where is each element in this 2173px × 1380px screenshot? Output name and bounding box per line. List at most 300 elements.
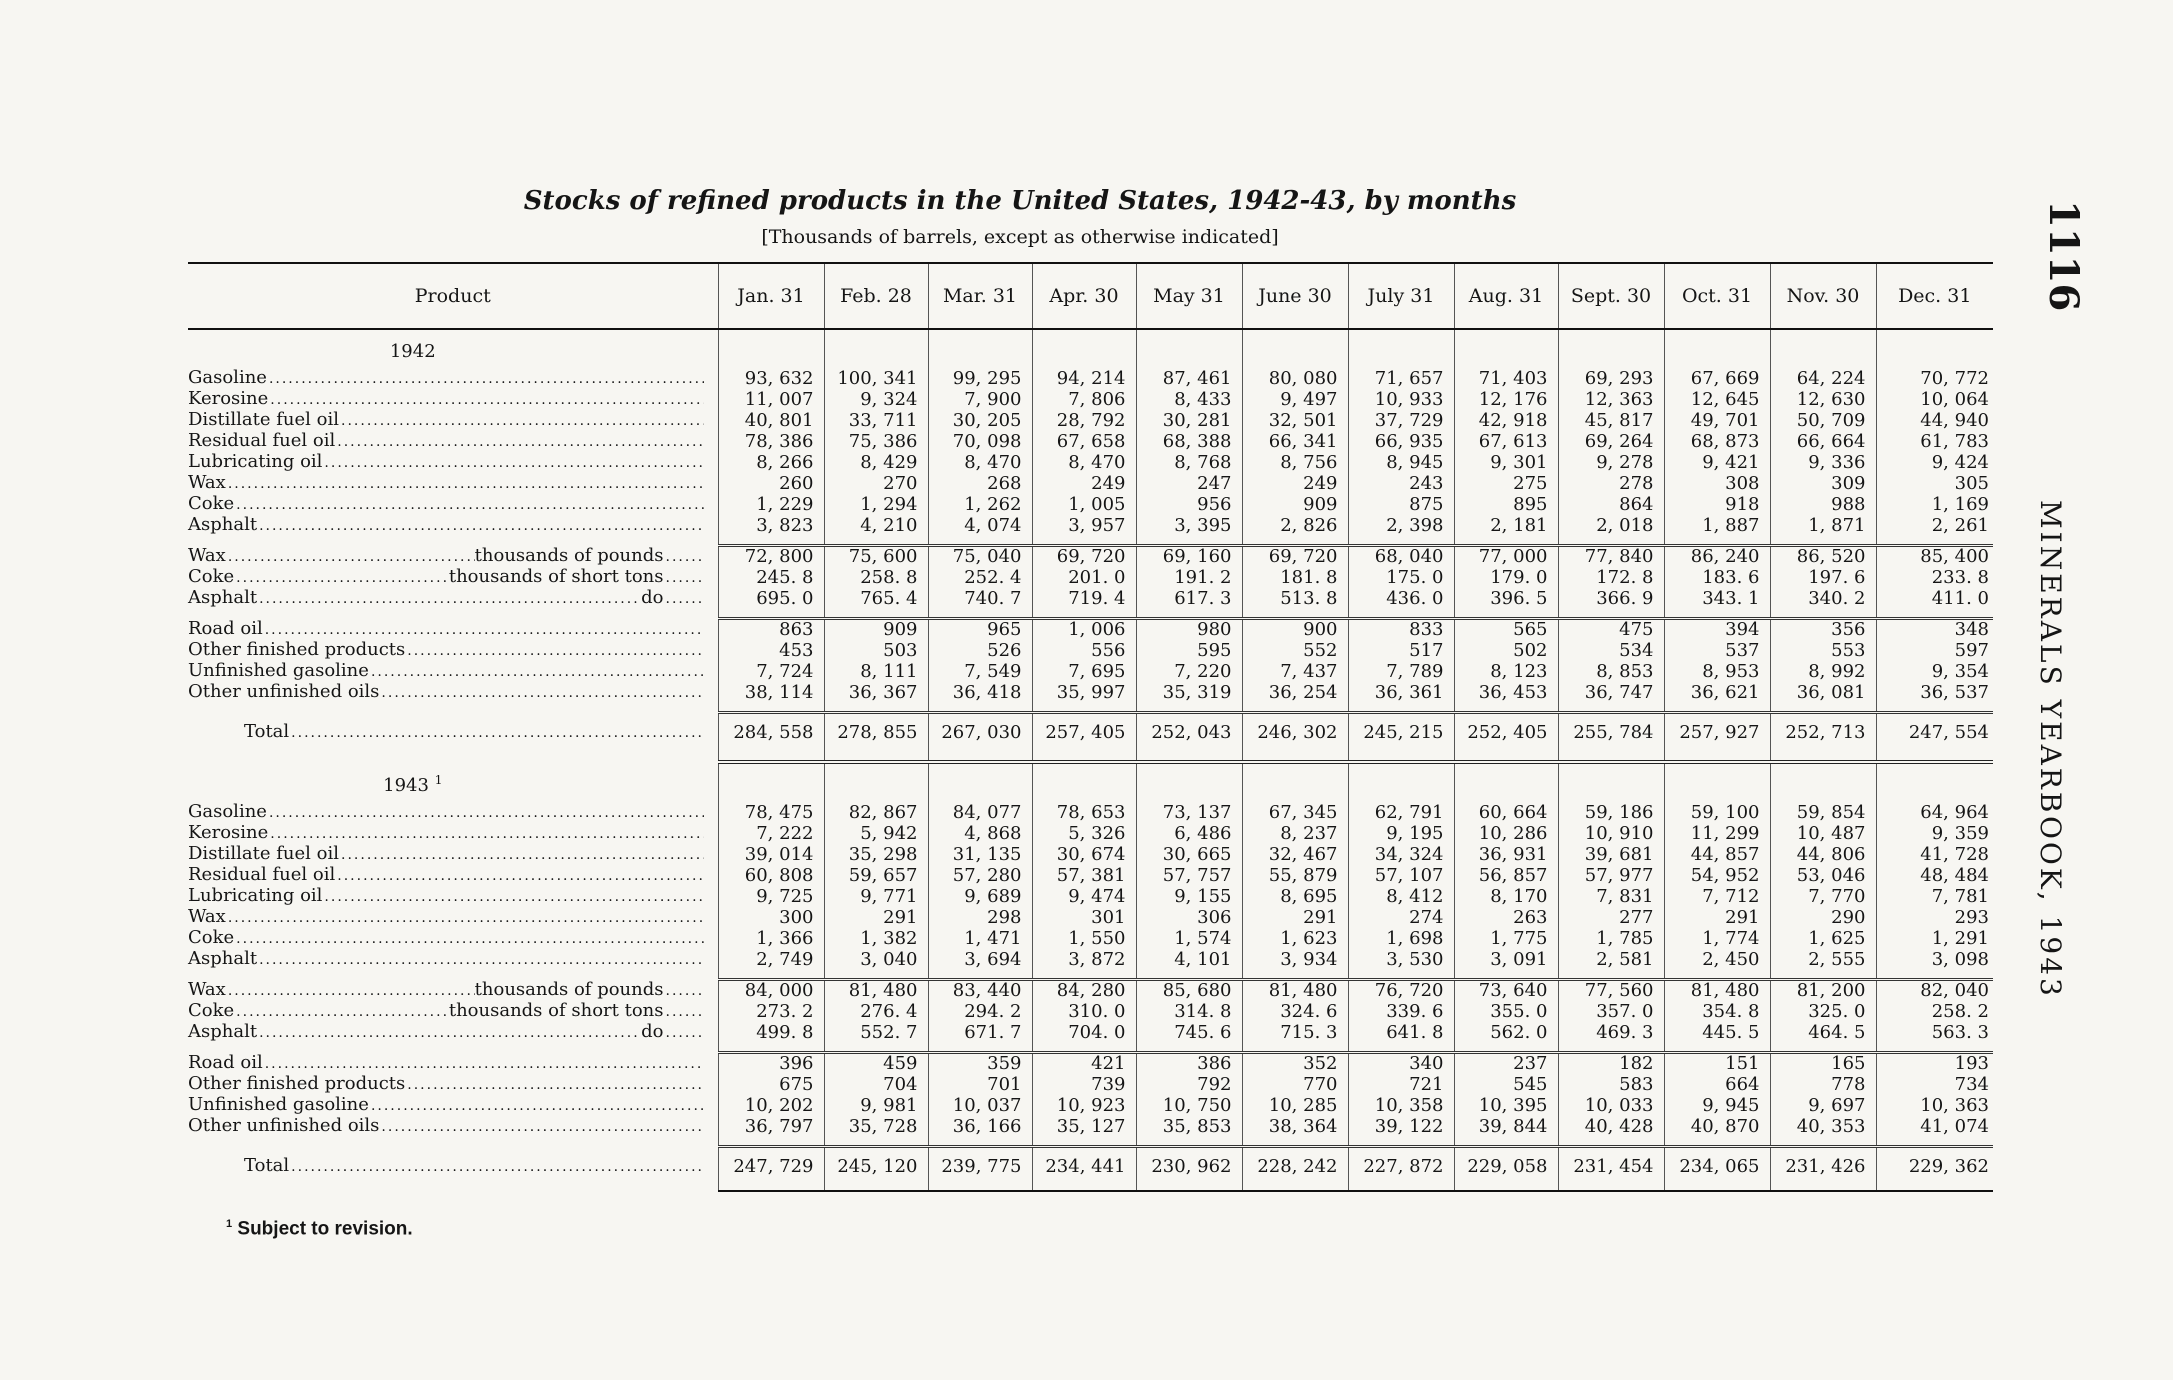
- value-cell: 48, 484: [1876, 865, 1993, 886]
- value-cell: 69, 720: [1032, 546, 1136, 568]
- value-cell: 34, 324: [1348, 844, 1454, 865]
- month-column-header: July 31: [1348, 263, 1454, 329]
- value-cell: 276. 4: [824, 1001, 928, 1022]
- value-cell: 100, 341: [824, 368, 928, 389]
- value-cell: 10, 202: [718, 1095, 824, 1116]
- value-cell: 56, 857: [1454, 865, 1558, 886]
- value-cell: 40, 801: [718, 410, 824, 431]
- value-cell: 36, 931: [1454, 844, 1558, 865]
- value-cell: 60, 664: [1454, 802, 1558, 823]
- value-cell: 9, 278: [1558, 452, 1664, 473]
- value-cell: 9, 336: [1770, 452, 1876, 473]
- value-cell: 36, 166: [928, 1116, 1032, 1137]
- value-cell: 49, 701: [1664, 410, 1770, 431]
- value-cell: 257, 405: [1032, 713, 1136, 753]
- value-cell: 10, 395: [1454, 1095, 1558, 1116]
- table-separator: [188, 1137, 1993, 1147]
- row-label-text: Total: [244, 720, 290, 742]
- row-label-text: Gasoline: [188, 801, 267, 822]
- value-cell: 36, 418: [928, 682, 1032, 703]
- value-cell: 93, 632: [718, 368, 824, 389]
- value-cell: 67, 613: [1454, 431, 1558, 452]
- value-cell: 10, 286: [1454, 823, 1558, 844]
- row-label: [188, 865, 718, 886]
- value-cell: 3, 957: [1032, 515, 1136, 536]
- value-cell: 300: [718, 907, 824, 928]
- value-cell: 252, 043: [1136, 713, 1242, 753]
- value-cell: 81, 480: [1242, 980, 1348, 1002]
- value-cell: 10, 037: [928, 1095, 1032, 1116]
- row-label: [188, 661, 718, 682]
- value-cell: 36, 081: [1770, 682, 1876, 703]
- value-cell: 57, 381: [1032, 865, 1136, 886]
- year-heading-row: [188, 329, 1993, 368]
- value-cell: 249: [1032, 473, 1136, 494]
- leader-dots: [291, 1157, 703, 1177]
- value-cell: 165: [1770, 1053, 1876, 1075]
- value-cell: 909: [824, 619, 928, 641]
- value-cell: 565: [1454, 619, 1558, 641]
- value-cell: 918: [1664, 494, 1770, 515]
- row-label-text: Kerosine: [188, 388, 269, 409]
- value-cell: 1, 294: [824, 494, 928, 515]
- table-separator: [188, 752, 1993, 762]
- value-cell: 54, 952: [1664, 865, 1770, 886]
- row-label: [188, 1001, 718, 1022]
- value-cell: 1, 887: [1664, 515, 1770, 536]
- value-cell: 36, 747: [1558, 682, 1664, 703]
- row-label-text: Coke: [188, 493, 235, 514]
- row-label-text: Gasoline: [188, 367, 267, 388]
- value-cell: 8, 412: [1348, 886, 1454, 907]
- value-cell: 7, 806: [1032, 389, 1136, 410]
- value-cell: 10, 933: [1348, 389, 1454, 410]
- value-cell: 255, 784: [1558, 713, 1664, 753]
- value-cell: 228, 242: [1242, 1147, 1348, 1187]
- row-label-text: Wax: [188, 472, 226, 493]
- value-cell: 552. 7: [824, 1022, 928, 1043]
- value-cell: 2, 749: [718, 949, 824, 970]
- value-cell: 260: [718, 473, 824, 494]
- value-cell: 9, 301: [1454, 452, 1558, 473]
- value-cell: 234, 441: [1032, 1147, 1136, 1187]
- leader-dots: [291, 723, 703, 743]
- value-cell: 9, 195: [1348, 823, 1454, 844]
- value-cell: 343. 1: [1664, 588, 1770, 609]
- value-cell: 30, 665: [1136, 844, 1242, 865]
- month-column-header: Dec. 31: [1876, 263, 1993, 329]
- leader-dots: [236, 929, 703, 949]
- value-cell: 9, 324: [824, 389, 928, 410]
- footnote-mark: 1: [226, 1218, 233, 1230]
- row-label-text: Other unfinished oils: [188, 681, 380, 702]
- value-cell: 35, 728: [824, 1116, 928, 1137]
- value-cell: 78, 386: [718, 431, 824, 452]
- value-cell: 765. 4: [824, 588, 928, 609]
- value-cell: 85, 680: [1136, 980, 1242, 1002]
- row-label-text: Wax: [188, 978, 226, 1000]
- leader-dots: [324, 453, 703, 473]
- value-cell: 35, 127: [1032, 1116, 1136, 1137]
- value-cell: 3, 091: [1454, 949, 1558, 970]
- month-column-header: May 31: [1136, 263, 1242, 329]
- value-cell: 475: [1558, 619, 1664, 641]
- value-cell: 1, 625: [1770, 928, 1876, 949]
- value-cell: 64, 964: [1876, 802, 1993, 823]
- row-label: [188, 823, 718, 844]
- value-cell: 2, 261: [1876, 515, 1993, 536]
- row-label: [188, 546, 718, 568]
- value-cell: 8, 768: [1136, 452, 1242, 473]
- value-cell: 78, 653: [1032, 802, 1136, 823]
- value-cell: 30, 281: [1136, 410, 1242, 431]
- leader-dots: [324, 887, 703, 907]
- value-cell: 9, 697: [1770, 1095, 1876, 1116]
- value-cell: 247: [1136, 473, 1242, 494]
- value-cell: 275: [1454, 473, 1558, 494]
- value-cell: 617. 3: [1136, 588, 1242, 609]
- value-cell: 9, 497: [1242, 389, 1348, 410]
- value-cell: 3, 098: [1876, 949, 1993, 970]
- value-cell: 7, 770: [1770, 886, 1876, 907]
- row-label-text: Residual fuel oil: [188, 430, 336, 451]
- value-cell: 9, 359: [1876, 823, 1993, 844]
- month-column-header: Nov. 30: [1770, 263, 1876, 329]
- value-cell: 239, 775: [928, 1147, 1032, 1187]
- value-cell: 562. 0: [1454, 1022, 1558, 1043]
- value-cell: 75, 386: [824, 431, 928, 452]
- table-row: [188, 410, 1993, 431]
- value-cell: 909: [1242, 494, 1348, 515]
- value-cell: 1, 471: [928, 928, 1032, 949]
- value-cell: 9, 474: [1032, 886, 1136, 907]
- value-cell: 8, 695: [1242, 886, 1348, 907]
- table-header-row: [188, 263, 1993, 329]
- value-cell: 36, 797: [718, 1116, 824, 1137]
- value-cell: 2, 581: [1558, 949, 1664, 970]
- value-cell: 50, 709: [1770, 410, 1876, 431]
- value-cell: 72, 800: [718, 546, 824, 568]
- value-cell: 1, 169: [1876, 494, 1993, 515]
- row-label: [188, 619, 718, 641]
- value-cell: 69, 264: [1558, 431, 1664, 452]
- row-label: [188, 640, 718, 661]
- value-cell: 73, 640: [1454, 980, 1558, 1002]
- leader-dots: [666, 1023, 704, 1043]
- value-cell: 833: [1348, 619, 1454, 641]
- value-cell: 8, 266: [718, 452, 824, 473]
- value-cell: 172. 8: [1558, 567, 1664, 588]
- value-cell: 7, 724: [718, 661, 824, 682]
- value-cell: 8, 756: [1242, 452, 1348, 473]
- value-cell: 94, 214: [1032, 368, 1136, 389]
- value-cell: 70, 772: [1876, 368, 1993, 389]
- value-cell: 7, 220: [1136, 661, 1242, 682]
- product-column-header: Product: [414, 285, 491, 307]
- value-cell: 895: [1454, 494, 1558, 515]
- row-label: [188, 844, 718, 865]
- value-cell: 3, 694: [928, 949, 1032, 970]
- leader-dots: [228, 474, 704, 494]
- value-cell: 278: [1558, 473, 1664, 494]
- row-label: [188, 410, 718, 431]
- table-row: [188, 1001, 1993, 1022]
- value-cell: 57, 280: [928, 865, 1032, 886]
- value-cell: 77, 000: [1454, 546, 1558, 568]
- value-cell: 988: [1770, 494, 1876, 515]
- value-cell: 40, 353: [1770, 1116, 1876, 1137]
- value-cell: 76, 720: [1348, 980, 1454, 1002]
- value-cell: 3, 395: [1136, 515, 1242, 536]
- value-cell: 73, 137: [1136, 802, 1242, 823]
- value-cell: 268: [928, 473, 1032, 494]
- value-cell: 436. 0: [1348, 588, 1454, 609]
- footnote: [226, 1218, 413, 1240]
- value-cell: 245, 215: [1348, 713, 1454, 753]
- value-cell: 7, 695: [1032, 661, 1136, 682]
- value-cell: 7, 222: [718, 823, 824, 844]
- value-cell: 324. 6: [1242, 1001, 1348, 1022]
- value-cell: 10, 363: [1876, 1095, 1993, 1116]
- value-cell: 44, 857: [1664, 844, 1770, 865]
- leader-dots: [666, 589, 704, 609]
- value-cell: 36, 537: [1876, 682, 1993, 703]
- leader-dots: [265, 620, 704, 640]
- value-cell: 8, 853: [1558, 661, 1664, 682]
- value-cell: 82, 867: [824, 802, 928, 823]
- value-cell: 201. 0: [1032, 567, 1136, 588]
- value-cell: 69, 160: [1136, 546, 1242, 568]
- value-cell: 357. 0: [1558, 1001, 1664, 1022]
- value-cell: 792: [1136, 1074, 1242, 1095]
- value-cell: 445. 5: [1664, 1022, 1770, 1043]
- value-cell: 3, 040: [824, 949, 928, 970]
- row-label: [188, 1147, 718, 1187]
- value-cell: 230, 962: [1136, 1147, 1242, 1187]
- row-label-text: Asphalt: [188, 1021, 258, 1042]
- row-label: [188, 1116, 718, 1137]
- leader-dots: [228, 547, 475, 567]
- value-cell: 86, 240: [1664, 546, 1770, 568]
- value-cell: 3, 934: [1242, 949, 1348, 970]
- leader-dots: [259, 950, 703, 970]
- row-label-text: Total: [244, 1154, 290, 1176]
- value-cell: 293: [1876, 907, 1993, 928]
- value-cell: 193: [1876, 1053, 1993, 1075]
- value-cell: 273. 2: [718, 1001, 824, 1022]
- leader-dots: [269, 803, 704, 823]
- table-separator: [188, 970, 1993, 980]
- value-cell: 36, 254: [1242, 682, 1348, 703]
- row-label-text: Distillate fuel oil: [188, 409, 340, 430]
- value-cell: 9, 689: [928, 886, 1032, 907]
- table-row: [188, 546, 1993, 568]
- value-cell: 4, 101: [1136, 949, 1242, 970]
- value-cell: 4, 210: [824, 515, 928, 536]
- row-label: [188, 682, 718, 703]
- running-head: MINERALS YEARBOOK, 1943: [2034, 500, 2067, 999]
- value-cell: 2, 181: [1454, 515, 1558, 536]
- value-cell: 9, 945: [1664, 1095, 1770, 1116]
- value-cell: 513. 8: [1242, 588, 1348, 609]
- value-cell: 67, 345: [1242, 802, 1348, 823]
- value-cell: 8, 992: [1770, 661, 1876, 682]
- value-cell: 291: [1664, 907, 1770, 928]
- row-unit: thousands of pounds: [474, 544, 664, 566]
- value-cell: 71, 403: [1454, 368, 1558, 389]
- value-cell: 179. 0: [1454, 567, 1558, 588]
- value-cell: 396. 5: [1454, 588, 1558, 609]
- value-cell: 8, 237: [1242, 823, 1348, 844]
- value-cell: 4, 868: [928, 823, 1032, 844]
- value-cell: 1, 006: [1032, 619, 1136, 641]
- value-cell: 900: [1242, 619, 1348, 641]
- value-cell: 294. 2: [928, 1001, 1032, 1022]
- value-cell: 10, 064: [1876, 389, 1993, 410]
- value-cell: 99, 295: [928, 368, 1032, 389]
- value-cell: 9, 981: [824, 1095, 928, 1116]
- table-row: [188, 1074, 1993, 1095]
- value-cell: 32, 501: [1242, 410, 1348, 431]
- value-cell: 67, 658: [1032, 431, 1136, 452]
- value-cell: 671. 7: [928, 1022, 1032, 1043]
- value-cell: 502: [1454, 640, 1558, 661]
- value-cell: 37, 729: [1348, 410, 1454, 431]
- row-label-text: Distillate fuel oil: [188, 843, 340, 864]
- value-cell: 39, 122: [1348, 1116, 1454, 1137]
- value-cell: 704: [824, 1074, 928, 1095]
- value-cell: 67, 669: [1664, 368, 1770, 389]
- leader-dots: [270, 824, 703, 844]
- value-cell: 81, 480: [824, 980, 928, 1002]
- month-column-header: June 30: [1242, 263, 1348, 329]
- value-cell: 78, 475: [718, 802, 824, 823]
- value-cell: 77, 560: [1558, 980, 1664, 1002]
- value-cell: 197. 6: [1770, 567, 1876, 588]
- value-cell: 3, 872: [1032, 949, 1136, 970]
- value-cell: 2, 826: [1242, 515, 1348, 536]
- value-cell: 284, 558: [718, 713, 824, 753]
- stocks-table-container: [188, 262, 1993, 1192]
- value-cell: 31, 135: [928, 844, 1032, 865]
- table-subtitle: [Thousands of barrels, except as otherwise indicated]: [761, 226, 1279, 248]
- value-cell: 290: [1770, 907, 1876, 928]
- table-row: [188, 1095, 1993, 1116]
- value-cell: 340: [1348, 1053, 1454, 1075]
- value-cell: 411. 0: [1876, 588, 1993, 609]
- value-cell: 740. 7: [928, 588, 1032, 609]
- value-cell: 270: [824, 473, 928, 494]
- value-cell: 310. 0: [1032, 1001, 1136, 1022]
- value-cell: 10, 487: [1770, 823, 1876, 844]
- table-row: [188, 368, 1993, 389]
- value-cell: 40, 870: [1664, 1116, 1770, 1137]
- value-cell: 234, 065: [1664, 1147, 1770, 1187]
- value-cell: 1, 262: [928, 494, 1032, 515]
- row-label: [188, 802, 718, 823]
- table-row: [188, 515, 1993, 536]
- value-cell: 84, 280: [1032, 980, 1136, 1002]
- value-cell: 252. 4: [928, 567, 1032, 588]
- value-cell: 10, 923: [1032, 1095, 1136, 1116]
- row-label-text: Coke: [188, 1000, 235, 1021]
- value-cell: 386: [1136, 1053, 1242, 1075]
- value-cell: 778: [1770, 1074, 1876, 1095]
- value-cell: 12, 630: [1770, 389, 1876, 410]
- table-row: [188, 1053, 1993, 1075]
- footnote-text: Subject to revision.: [237, 1218, 413, 1240]
- value-cell: 675: [718, 1074, 824, 1095]
- table-row: [188, 452, 1993, 473]
- row-label: [188, 1053, 718, 1075]
- value-cell: 664: [1664, 1074, 1770, 1095]
- leader-dots: [341, 411, 703, 431]
- value-cell: 68, 873: [1664, 431, 1770, 452]
- leader-dots: [371, 1096, 704, 1116]
- value-cell: 8, 470: [1032, 452, 1136, 473]
- row-label: [188, 431, 718, 452]
- row-label: [188, 494, 718, 515]
- table-row: [188, 802, 1993, 823]
- value-cell: 36, 361: [1348, 682, 1454, 703]
- value-cell: 641. 8: [1348, 1022, 1454, 1043]
- row-label: [188, 452, 718, 473]
- value-cell: 6, 486: [1136, 823, 1242, 844]
- value-cell: 85, 400: [1876, 546, 1993, 568]
- table-row: [188, 640, 1993, 661]
- value-cell: 277: [1558, 907, 1664, 928]
- value-cell: 175. 0: [1348, 567, 1454, 588]
- value-cell: 1, 291: [1876, 928, 1993, 949]
- value-cell: 35, 853: [1136, 1116, 1242, 1137]
- value-cell: 87, 461: [1136, 368, 1242, 389]
- leader-dots: [381, 683, 703, 703]
- row-label-text: Unfinished gasoline: [188, 660, 369, 681]
- value-cell: 30, 205: [928, 410, 1032, 431]
- table-row: [188, 886, 1993, 907]
- value-cell: 64, 224: [1770, 368, 1876, 389]
- row-label: [188, 1095, 718, 1116]
- value-cell: 721: [1348, 1074, 1454, 1095]
- row-label-text: Asphalt: [188, 514, 258, 535]
- value-cell: 245. 8: [718, 567, 824, 588]
- row-unit: thousands of short tons: [448, 1000, 664, 1021]
- table-row: [188, 1022, 1993, 1043]
- value-cell: 11, 007: [718, 389, 824, 410]
- value-cell: 258. 8: [824, 567, 928, 588]
- total-row: [188, 713, 1993, 753]
- leader-dots: [341, 845, 703, 865]
- value-cell: 2, 398: [1348, 515, 1454, 536]
- value-cell: 80, 080: [1242, 368, 1348, 389]
- leader-dots: [407, 641, 703, 661]
- value-cell: 2, 018: [1558, 515, 1664, 536]
- value-cell: 274: [1348, 907, 1454, 928]
- table-separator: [188, 1186, 1993, 1191]
- value-cell: 1, 785: [1558, 928, 1664, 949]
- value-cell: 10, 910: [1558, 823, 1664, 844]
- value-cell: 10, 285: [1242, 1095, 1348, 1116]
- value-cell: 308: [1664, 473, 1770, 494]
- value-cell: 82, 040: [1876, 980, 1993, 1002]
- value-cell: 231, 454: [1558, 1147, 1664, 1187]
- leader-dots: [337, 866, 703, 886]
- value-cell: 770: [1242, 1074, 1348, 1095]
- value-cell: 59, 854: [1770, 802, 1876, 823]
- leader-dots: [666, 1002, 704, 1022]
- value-cell: 57, 757: [1136, 865, 1242, 886]
- value-cell: 306: [1136, 907, 1242, 928]
